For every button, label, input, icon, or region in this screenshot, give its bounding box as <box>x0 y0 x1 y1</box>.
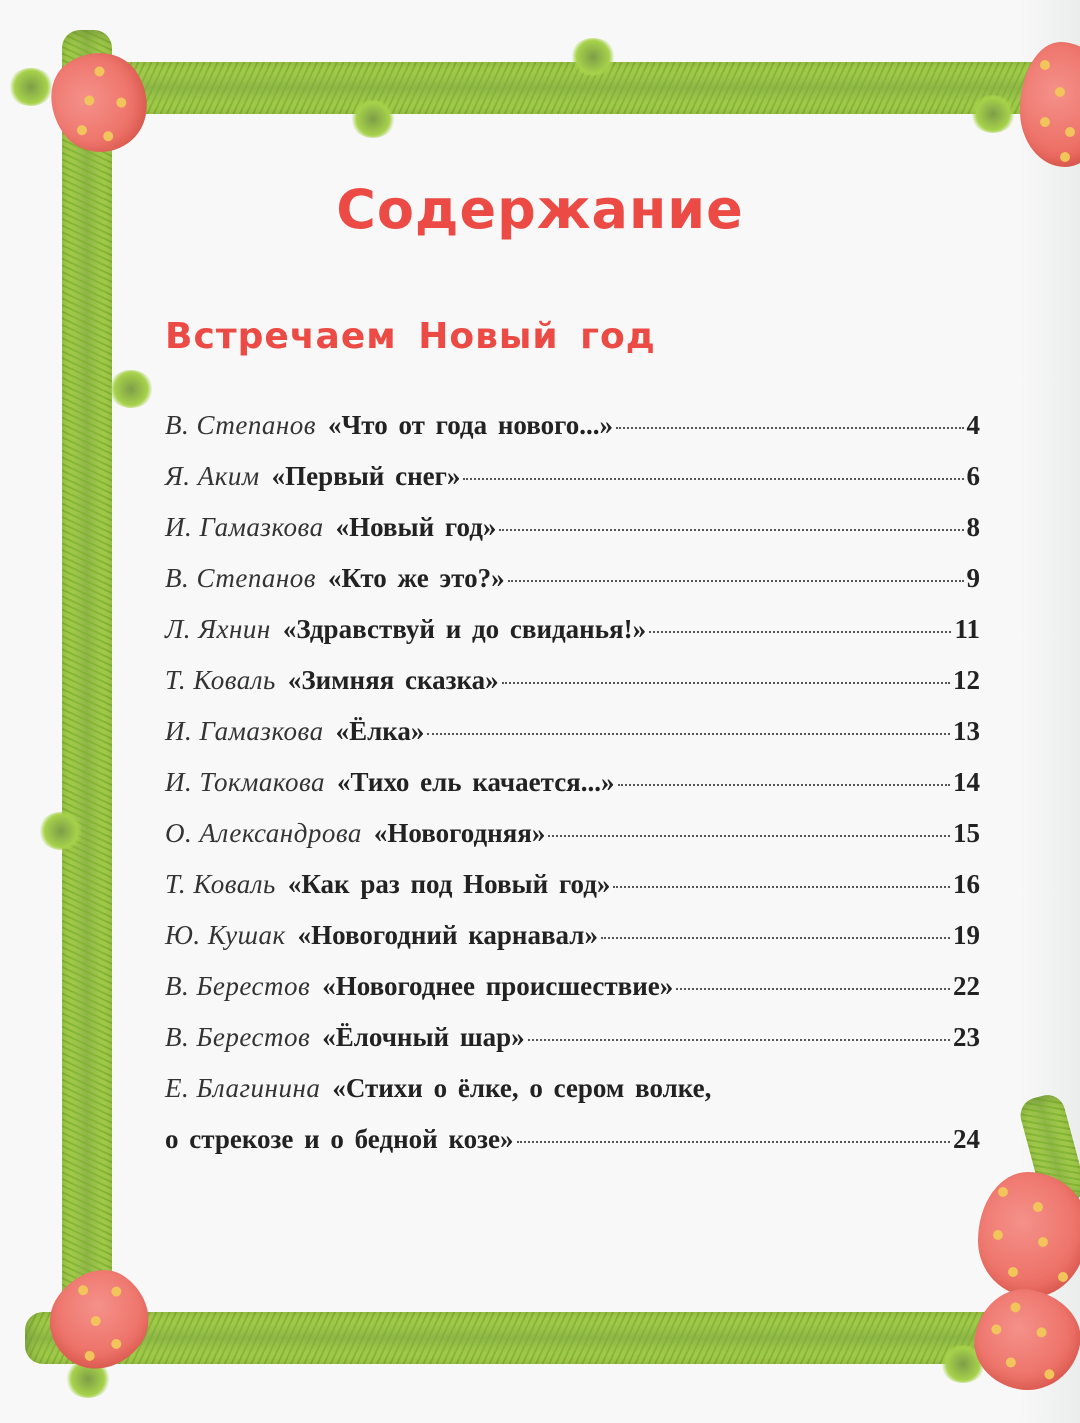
toc-work-title: «Новогоднее происшествие» <box>322 971 674 1001</box>
bow-dot <box>1065 127 1075 137</box>
toc-work-title: «Здравствуй и до свиданья!» <box>282 614 647 644</box>
bow-dot <box>1036 1327 1048 1339</box>
toc-entry[interactable] <box>165 716 980 767</box>
toc-entry[interactable] <box>165 920 980 971</box>
toc-work-title: «Новый год» <box>335 512 497 542</box>
toc-page-number: 14 <box>953 767 980 797</box>
toc-work-title: «Тихо ель качается...» <box>337 767 615 797</box>
toc-work-title-continued: о стрекозе и о бедной козе» <box>165 1124 514 1154</box>
bow-dot <box>1044 1369 1056 1381</box>
toc-work-title: «Стихи о ёлке, о сером волке, <box>332 1073 712 1103</box>
toc-work-title: «Ёлка» <box>335 716 425 746</box>
toc-entry[interactable] <box>165 869 980 920</box>
bow-dot <box>83 1349 97 1363</box>
toc-page-number: 12 <box>953 665 980 695</box>
dot-leader <box>616 427 964 429</box>
dot-leader <box>463 478 963 480</box>
toc-entry[interactable] <box>165 512 980 563</box>
toc-page-number: 4 <box>966 410 980 440</box>
toc-work-title: «Кто же это?» <box>327 563 505 593</box>
bow-dot <box>1005 1357 1017 1369</box>
toc-entry[interactable] <box>165 563 980 614</box>
bow-dot <box>1058 1272 1068 1282</box>
dot-leader <box>517 1141 951 1143</box>
toc-entry-line-1 <box>165 1073 980 1124</box>
section-title: Встречаем Новый год <box>165 316 656 357</box>
toc-entry[interactable] <box>165 461 980 512</box>
toc-page-number: 9 <box>966 563 980 593</box>
toc-author: В. Степанов <box>165 563 316 593</box>
bow-dot <box>109 1337 123 1351</box>
toc-page-number: 19 <box>953 920 980 950</box>
toc-author: И. Гамазкова <box>165 716 324 746</box>
toc-author: Т. Коваль <box>165 869 276 899</box>
toc-entry[interactable] <box>165 614 980 665</box>
toc-entry[interactable] <box>165 410 980 461</box>
dot-leader <box>649 631 951 633</box>
toc-author: Я. Аким <box>165 461 260 491</box>
twig-left-upper <box>108 370 154 408</box>
toc-entry[interactable] <box>165 971 980 1022</box>
toc-entry[interactable] <box>165 1022 980 1073</box>
toc-author: О. Александрова <box>165 818 362 848</box>
dot-leader <box>676 988 950 990</box>
twig-top-left <box>8 68 54 106</box>
toc-entry[interactable] <box>165 665 980 716</box>
bow-dot <box>993 1230 1003 1240</box>
toc-page-number: 13 <box>953 716 980 746</box>
bow-dot <box>1040 117 1050 127</box>
bow-dot <box>1033 1202 1043 1212</box>
toc-author: Е. Благинина <box>165 1073 321 1103</box>
toc-work-title: «Новогодняя» <box>373 818 546 848</box>
dot-leader <box>618 784 950 786</box>
dot-leader <box>508 580 964 582</box>
toc-work-title: «Новогодний карнавал» <box>297 920 598 950</box>
toc-author: Ю. Кушак <box>165 920 286 950</box>
toc-work-title: «Ёлочный шар» <box>322 1022 525 1052</box>
bow-dot <box>1040 60 1050 70</box>
toc-page-number: 6 <box>966 461 980 491</box>
dot-leader <box>427 733 950 735</box>
toc-work-title: «Первый снег» <box>271 461 461 491</box>
dot-leader <box>548 835 950 837</box>
toc-author: Л. Яхнин <box>165 614 271 644</box>
toc-author: В. Степанов <box>165 410 316 440</box>
bow-dot <box>1055 87 1065 97</box>
twig-left-lower <box>38 812 84 850</box>
toc-author: В. Берестов <box>165 971 311 1001</box>
dot-leader <box>601 937 950 939</box>
toc-entry[interactable] <box>165 818 980 869</box>
top-branch <box>60 62 1060 114</box>
toc-page-number: 15 <box>953 818 980 848</box>
dot-leader <box>499 529 963 531</box>
toc-page-number: 24 <box>953 1124 980 1154</box>
bow-dot <box>1010 1302 1022 1314</box>
toc-page-number: 8 <box>966 512 980 542</box>
toc-page-number: 11 <box>954 614 980 644</box>
bow-dot <box>89 1314 103 1328</box>
toc-entry-line-2 <box>165 1124 980 1175</box>
bow-dot <box>76 1283 90 1297</box>
toc-work-title: «Что от года нового...» <box>327 410 613 440</box>
dot-leader <box>613 886 950 888</box>
toc-author: В. Берестов <box>165 1022 311 1052</box>
toc-author: И. Гамазкова <box>165 512 324 542</box>
toc-author: Т. Коваль <box>165 665 276 695</box>
toc-work-title: «Зимняя сказка» <box>287 665 499 695</box>
bow-dot <box>93 65 107 79</box>
dot-leader <box>528 1039 950 1041</box>
toc-work-title: «Как раз под Новый год» <box>287 869 611 899</box>
bow-dot <box>82 94 96 108</box>
page-title: Содержание <box>336 178 744 241</box>
toc-entry[interactable] <box>165 1073 980 1175</box>
toc-page-number: 23 <box>953 1022 980 1052</box>
bow-dot <box>114 96 128 110</box>
bow-dot <box>1008 1267 1018 1277</box>
bow-dot <box>998 1187 1008 1197</box>
toc-author: И. Токмакова <box>165 767 326 797</box>
table-of-contents <box>165 410 980 1175</box>
bow-bottom-left <box>32 1252 167 1388</box>
toc-page-number: 22 <box>953 971 980 1001</box>
bow-dot <box>1060 152 1070 162</box>
toc-entry[interactable] <box>165 767 980 818</box>
twig-top-far-right <box>970 95 1016 133</box>
bow-bottom-right <box>978 1172 1080 1297</box>
bow-dot <box>101 129 115 143</box>
bow-dot <box>109 1285 123 1299</box>
toc-page-number: 16 <box>953 869 980 899</box>
bow-dot <box>991 1324 1003 1336</box>
bow-dot <box>1038 1237 1048 1247</box>
dot-leader <box>502 682 950 684</box>
twig-top-mid <box>570 38 616 76</box>
twig-top-right <box>350 100 396 138</box>
bow-dot <box>75 123 89 137</box>
bottom-branch <box>25 1312 1025 1364</box>
bow-top-left <box>32 34 167 170</box>
